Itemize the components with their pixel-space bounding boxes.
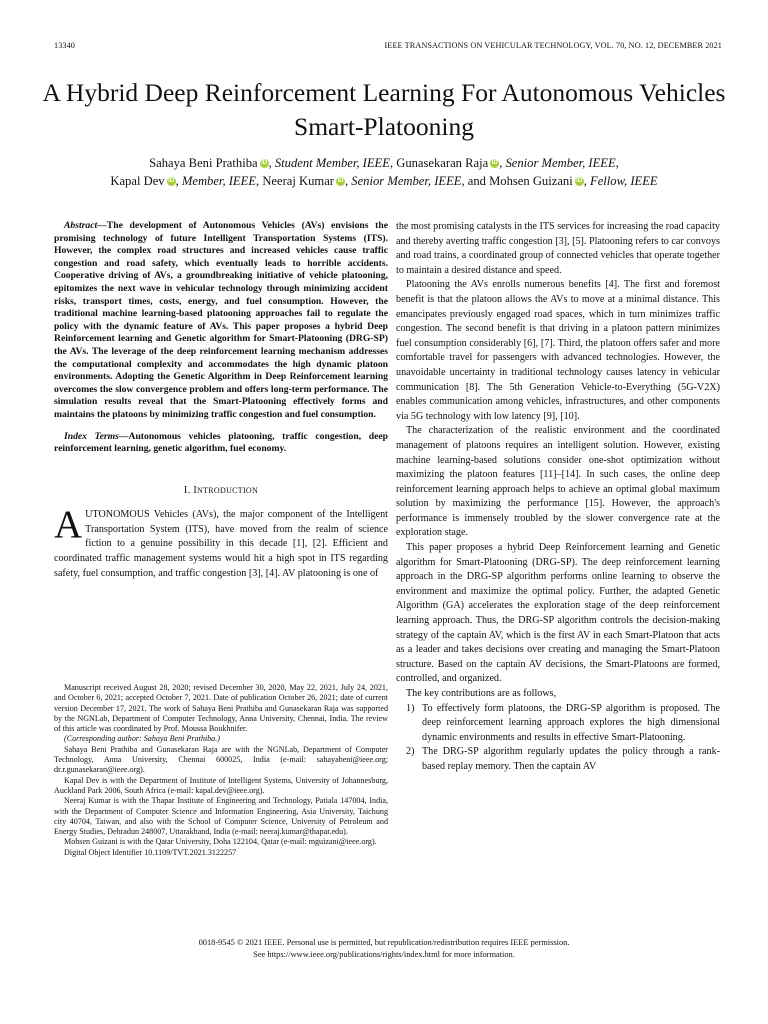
abstract-text: The development of Autonomous Vehicles (AVs) envisions the promising technology of future Intelligent Transportation Systems (ITS). However, the complex road structures and increased vehicles cause traffic congestion and road safety, which eventually leads to horrible accidents. Cooperative driving of AVs, a groundbreaking initiative of vehicle platooning, epitomizes the next wave in vehicular technology through minimizing accident risks, transport times, costs, energy, and fuel consumption. However, the traditional machine learning-based platooning approaches fail to regulate the policy with the dynamic feature of AVs. This paper proposes a hybrid Deep Reinforcement learning and Genetic algorithm for Smart-Platooning (DRG-SP) the AVs. The leverage of the deep reinforcement learning mechanism addresses the computational complexity and accommodates the high dynamic platoon environments. Adopting the Genetic Algorithm in Deep Reinforcement learning overcomes the slow convergence problem and offers long-term performance. The simulation results reveal that the Smart-Platooning effectively forms and maintains the platoons by minimizing traffic congestion and fuel consumption. [54,220,388,420]
contribution-list [396,702,720,775]
drop-cap: A [54,503,83,547]
author-name: Sahaya Beni Prathiba [149,156,258,170]
copyright-notice [100,937,668,960]
intro-text: Vehicles (AVs), the major component of the Intelligent Transportation System (ITS), have moved from the realm of science fiction to a genuine possibility in this decade [1], [2]. Efficient and coordinated traffic management systems would hit a high spot in ITS regarding safety, fuel consumption, and traffic congestion [3], [4]. AV platooning is one of [54,509,388,579]
author-name: Kapal Dev [110,174,165,188]
intro-paragraph [54,503,388,581]
author-separator: , [345,174,352,188]
footnote-affiliation: Sahaya Beni Prathiba and Gunasekaran Raja are with the NGNLab, Department of Computer Technology, Anna University, Chennai 600025, India (e-mail: sahayabeni@ieee.org; dr.r.gunasekaran@ieee.org). [54,744,388,775]
section-heading-introduction [54,484,388,499]
index-terms-label: Index Terms— [64,430,129,442]
author-membership: Senior Member, IEEE [351,174,462,188]
list-item [396,702,720,746]
abstract-label: Abstract— [64,220,107,231]
list-item-text: To effectively form platoons, the DRG-SP algorithm is proposed. The deep reinforcement learning approach explores the high dimensional dynamic environments and results in effective Smart-Platooning. [422,702,720,743]
body-paragraph: The key contributions are as follows, [406,688,557,699]
footnote-doi: Digital Object Identifier 10.1109/TVT.2021.3122257 [64,847,237,857]
page-number: 13340 [54,41,75,50]
orcid-icon[interactable]: iD [168,178,175,184]
author-membership: Member, IEEE [181,174,257,188]
author-separator: , and [461,174,490,188]
body-paragraph: This paper proposes a hybrid Deep Reinforcement learning and Genetic algorithm for Smart-Platooning (DRG-SP). The deep reinforcement learning approach in the DRG-SP algorithm performs online learning to observe the environment and maximize the optimal policy. Further, the adapted Genetic Algorithm (GA) accelerates the exploration stage of the deep reinforcement learning approach. Thus, the DRG-SP algorithm controls the decision-making strategy of the captain AV, which is the first AV in each Smart-Platoon that acts as a leader and takes decisions over creating and managing the Smart-Platoon structure. Based on the captain AV decisions, the Smart-Platoons are formed, controlled, and organized. [396,542,720,685]
footnote-affiliation: Mohsen Guizani is with the Qatar University, Doha 122104, Qatar (e-mail: mguizani@ieee.org). [64,837,377,847]
section-heading-rest: NTRODUCTION [197,485,259,495]
left-column [54,220,388,581]
footnote-corresponding-author: (Corresponding author: Sahaya Beni Prathiba.) [64,734,220,744]
footnote-affiliation: Kapal Dev is with the Department of Institute of Intelligent Systems, University of Johannesburg, Auckland Park 2006, South Africa (e-mail: kapal.dev@ieee.org). [54,775,388,795]
author-separator: , [256,174,263,188]
author-separator: , [268,156,275,170]
list-item-number: 2) [406,746,415,758]
author-separator: , [389,156,397,170]
author-name: Neeraj Kumar [262,174,334,188]
right-column [396,220,720,775]
author-list [30,154,738,190]
author-name: Gunasekaran Raja [396,156,489,170]
author-membership: Student Member, IEEE [274,156,390,170]
list-item-number: 1) [406,702,415,714]
copyright-line: 0018-9545 © 2021 IEEE. Personal use is permitted, but republication/redistribution requires IEEE permission. [198,938,570,947]
abstract [54,220,388,422]
intro-first-word: UTONOMOUS [85,509,150,521]
author-membership: Senior Member, IEEE [505,156,616,170]
footnotes [54,683,388,858]
orcid-icon[interactable]: iD [491,160,498,166]
orcid-icon[interactable]: iD [261,160,268,166]
footnote-affiliation: Neeraj Kumar is with the Thapar Institute of Engineering and Technology, Patiala 147004, India, with the Department of Computer Science and Information Engineering, Asia University, Taichung city 40704, Taiwan, and also with the School of Computer Science, University of Petroleum and Energy Studies, Dehradun 248007, Uttarakhand, India (e-mail: neeraj.kumar@thapar.edu). [54,796,388,837]
index-terms-text: Autonomous vehicles platooning, traffic congestion, deep reinforcement learning, genetic algorithm, fuel economy. [54,430,388,455]
list-item [396,745,720,774]
author-separator: , [499,156,506,170]
author-name: Mohsen Guizani [489,174,573,188]
orcid-icon[interactable]: iD [576,178,583,184]
author-separator: , [175,174,182,188]
list-item-text: The DRG-SP algorithm regularly updates the policy through a rank-based replay memory. Then the captain AV [422,746,720,772]
author-separator: , [615,156,619,170]
section-heading-initial: I [193,484,198,496]
index-terms [54,431,388,456]
body-paragraph: Platooning the AVs enrolls numerous benefits [4]. The first and foremost benefit is that the platoon allows the AVs to move at a minimal distance. This emancipates previously engaged road spaces, which in turn minimizes traffic congestion. The second benefit is that driving in a platoon pattern minimizes fuel consumption considerably [6], [7]. Third, the platoon offers safer and more comfortable travel for passengers with advanced technologies. However, the unavoidable uncertainty in traditional technology causes latency in vehicular communication [8]. The 5th Generation Vehicle-to-Everything (5G-V2X) enables communication among vehicles, infrastructures, and other components via 5G technology with low latency [9], [10]. [396,279,720,422]
section-numeral: I. [183,484,191,496]
author-membership: Fellow, IEEE [590,174,658,188]
body-paragraph: The characterization of the realistic environment and the coordinated management of platoons requires an intelligent solution. However, existing machine learning-based solutions consider one-shot optimization without maximizing the platoon features [11]–[14]. In such cases, the online deep reinforcement learning approach helps to achieve an optimal global maximum solution by maximizing the performance [15]. However, the approach's performance is immensely troubled by the slower convergence rate at the exploration stage. [396,425,720,539]
copyright-line: See https://www.ieee.org/publications/rights/index.html for more information. [253,949,515,959]
journal-header: IEEE TRANSACTIONS ON VEHICULAR TECHNOLOGY, VOL. 70, NO. 12, DECEMBER 2021 [384,41,722,50]
body-paragraph: the most promising catalysts in the ITS services for increasing the road capacity and thereby averting traffic congestion [3], [5]. Platooning refers to car convoys and road trains, a coordinated group of connected vehicles that operate together to maintain a desired distance and speed. [396,221,720,276]
footnote-manuscript: Manuscript received August 28, 2020; revised December 30, 2020, May 22, 2021, July 24, 2021, and October 6, 2021; accepted October 7, 2021. Date of publication October 26, 2021; date of current version December 17, 2021. The work of Sahaya Beni Prathiba and Gunasekaran Raja was supported by the NGNLab, Department of Computer Technology, Anna University, Chennai, India. The review of this article was coordinated by Prof. Moussa Boukhnifer. [54,683,388,734]
paper-title: A Hybrid Deep Reinforcement Learning For Autonomous Vehicles Smart-Platooning [42,78,726,141]
orcid-icon[interactable]: iD [337,178,344,184]
author-separator: , [583,174,590,188]
